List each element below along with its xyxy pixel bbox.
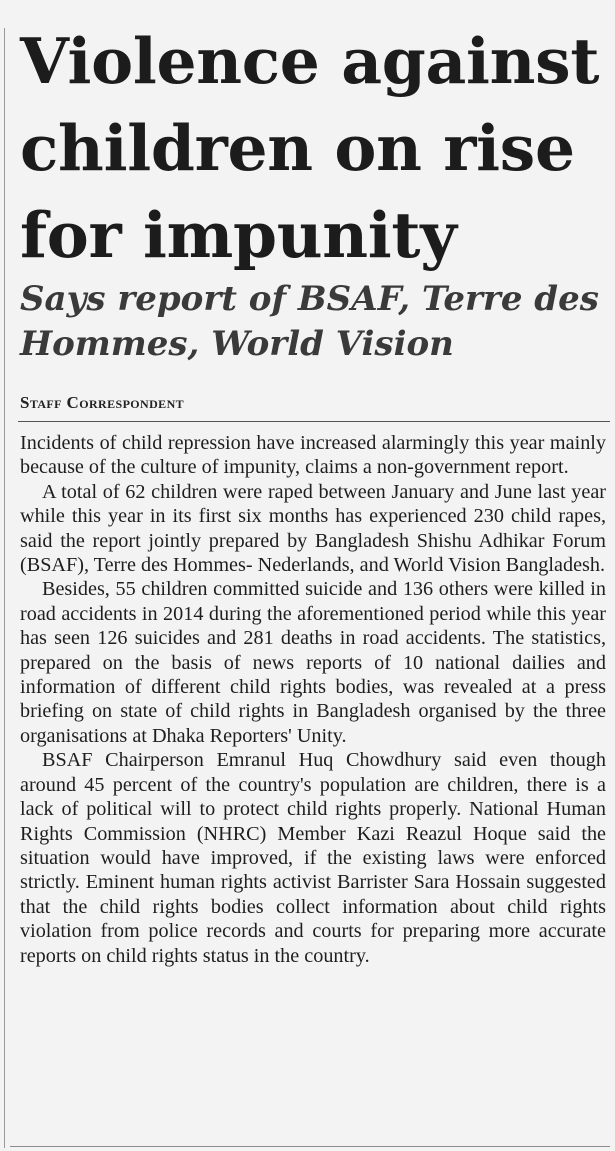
subheadline: Says report of BSAF, Terre des Hommes, World Vision — [20, 279, 599, 364]
article-body — [20, 431, 606, 968]
column-divider — [4, 28, 5, 1148]
byline-divider — [18, 421, 610, 422]
paragraph-2: A total of 62 children were raped between January and June last year while this year in its first six months has experienced 230 child rapes, said the report jointly prepared by Bangladesh Shishu Adhikar Forum (BSAF), Terre des Hommes- Nederlands, and World Vision Bangladesh. — [20, 480, 606, 577]
byline: Staff Correspondent — [20, 393, 185, 412]
bottom-divider — [10, 1146, 610, 1147]
headline: Violence against children on rise for impunity — [20, 24, 600, 272]
paragraph-1: Incidents of child repression have increased alarmingly this year mainly because of the culture of impunity, claims a non-government report. — [20, 432, 606, 479]
paragraph-4: BSAF Chairperson Emranul Huq Chowdhury said even though around 45 percent of the country's population are children, there is a lack of political will to protect child rights properly. National Human Rights Commission (NHRC) Member Kazi Reazul Hoque said the situation would have improved, if the existing laws were enforced strictly. Eminent human rights activist Barrister Sara Hossain suggested that the child rights bodies collect information about child rights violation from police records and courts for preparing more accurate reports on child rights status in the country. — [20, 749, 606, 967]
paragraph-3: Besides, 55 children committed suicide and 136 others were killed in road accidents in 2014 during the aforementioned period while this year has seen 126 suicides and 281 deaths in road accidents. The statistics, prepared on the basis of news reports of 10 national dailies and information of different child rights bodies, was revealed at a press briefing on state of child rights in Bangladesh organised by the three organisations at Dhaka Reporters' Unity. — [20, 578, 606, 747]
